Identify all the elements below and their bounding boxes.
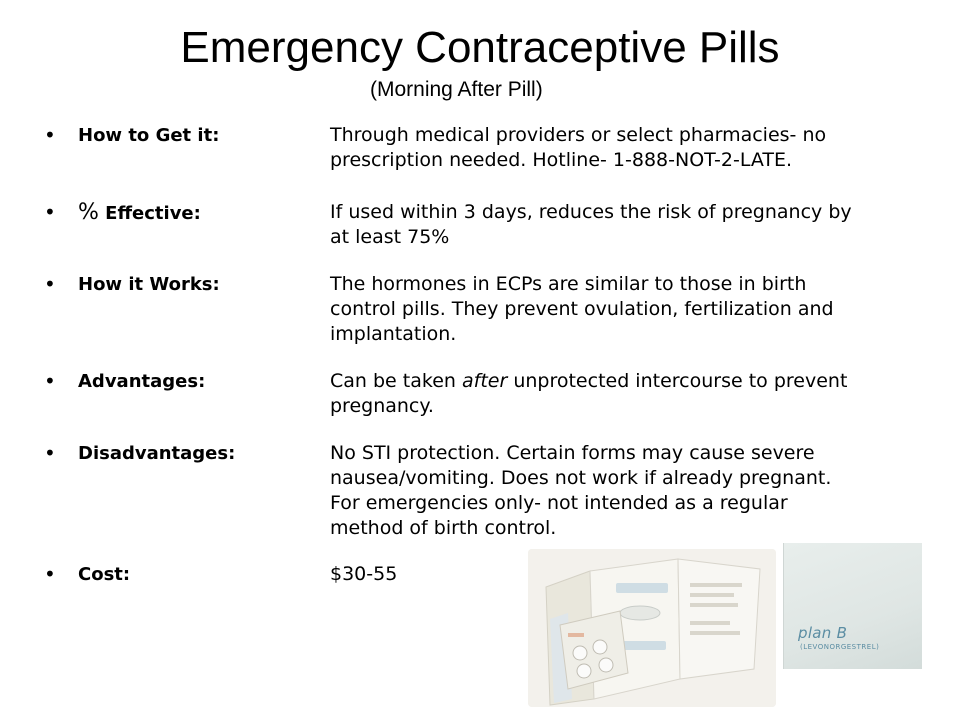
planb-box-photo [783,543,922,669]
item-description [330,369,920,419]
item-description [330,200,920,250]
bullet-icon: • [44,272,56,296]
pill-pack-illustration [528,549,776,707]
item-description [330,272,920,347]
item-label: Disadvantages: [78,443,236,464]
description-line: prescription needed. Hotline- 1-888-NOT-2-LATE. [330,149,793,171]
description-line: implantation. [330,323,457,345]
item-label [78,200,201,226]
item-label-text: Effective: [98,203,201,224]
description-line: Through medical providers or select pharmacies- no [330,124,827,146]
pill-pack-photo [528,549,776,707]
description-line: pregnancy. [330,395,434,417]
description-line: No STI protection. Certain forms may cause severe [330,442,815,464]
item-label: Advantages: [78,371,206,392]
planb-generic-name: (LEVONORGESTREL) [800,643,880,651]
item-label: How to Get it: [78,125,220,146]
emphasis-text: after [461,370,508,392]
bullet-icon: • [44,200,56,224]
description-line: control pills. They prevent ovulation, fertilization and [330,298,834,320]
slide-title: Emergency Contraceptive Pills [180,23,780,72]
description-line: nausea/vomiting. Does not work if already pregnant. [330,467,832,489]
description-line: If used within 3 days, reduces the risk of pregnancy by [330,201,852,223]
description-line: $30-55 [330,563,398,585]
item-description [330,441,920,541]
text-segment: unprotected intercourse to prevent [507,370,848,392]
description-line: method of birth control. [330,517,557,539]
slide-subtitle: (Morning After Pill) [370,78,543,101]
bullet-icon: • [44,562,56,586]
item-label: Cost: [78,564,131,585]
description-line: at least 75% [330,226,450,248]
description-line: The hormones in ECPs are similar to those in birth [330,273,807,295]
description-line [330,369,920,394]
item-label: How it Works: [78,274,220,295]
planb-logo: plan B [798,624,848,642]
bullet-icon: • [44,123,56,147]
item-description [330,123,920,173]
bullet-icon: • [44,441,56,465]
text-segment: Can be taken [330,370,462,392]
percent-sign: % [78,200,99,225]
description-line: For emergencies only- not intended as a regular [330,492,788,514]
bullet-icon: • [44,369,56,393]
